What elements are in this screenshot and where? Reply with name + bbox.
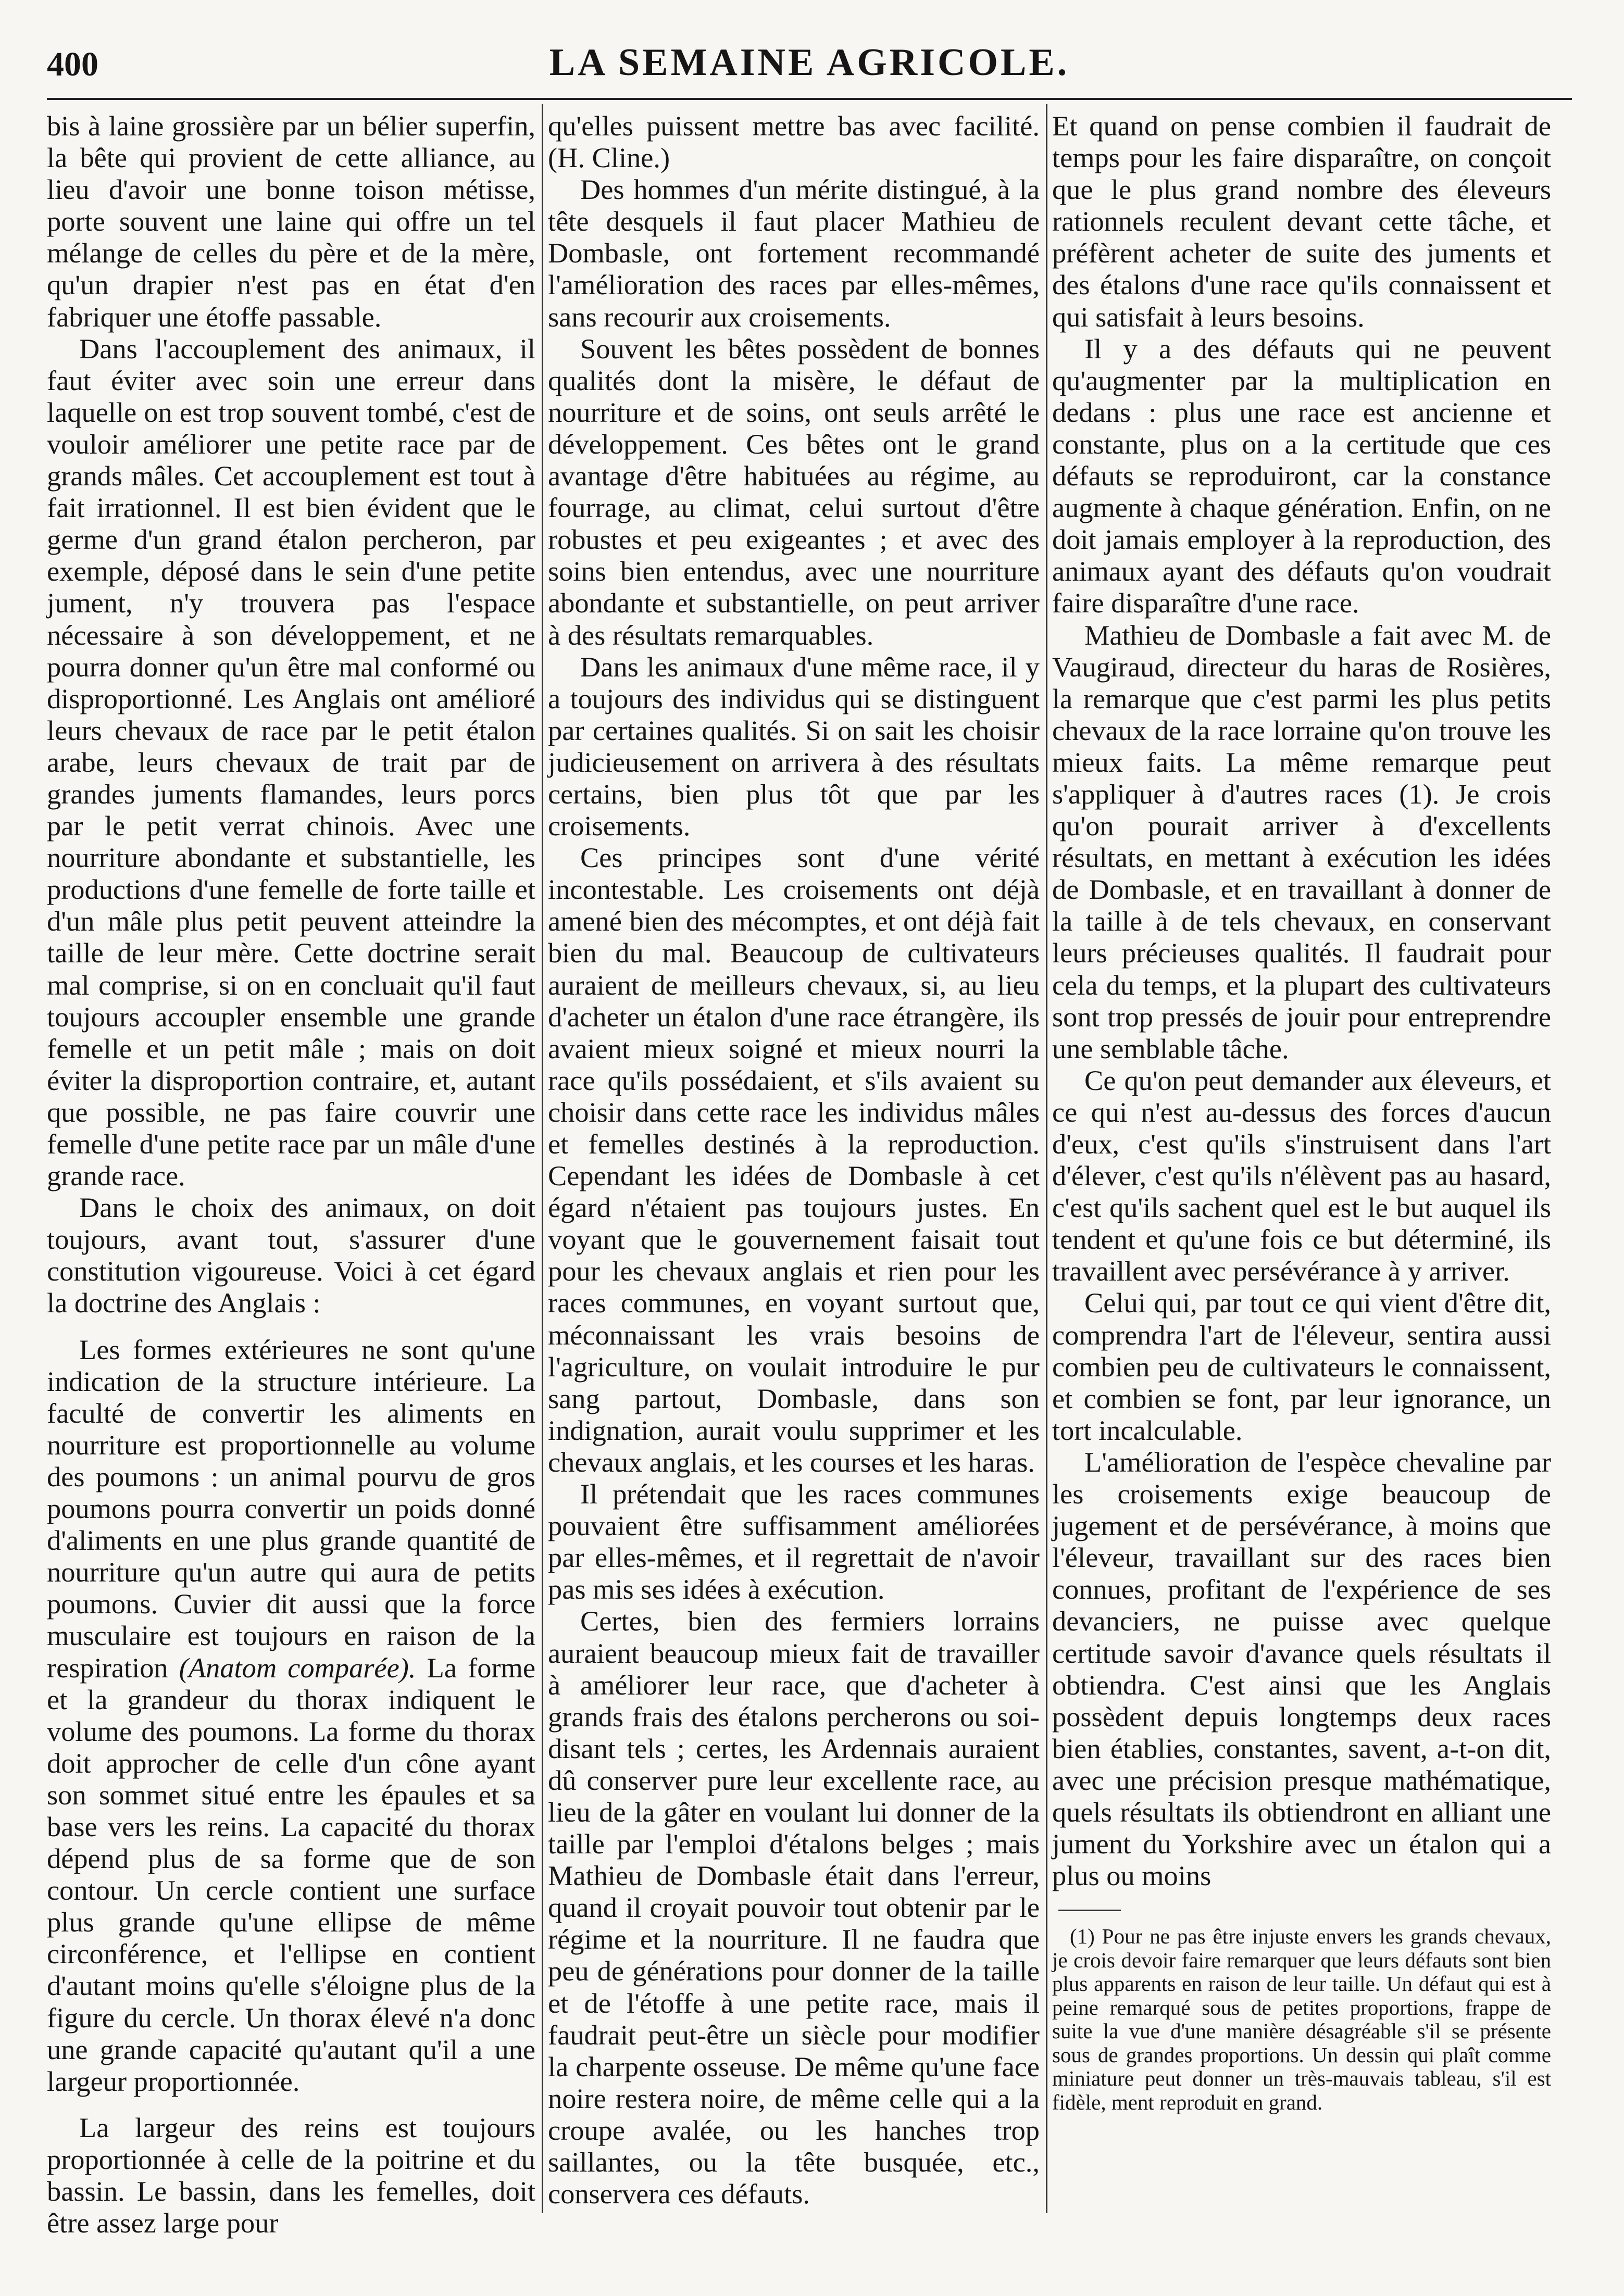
page-number: 400 xyxy=(47,45,98,83)
paragraph: La largeur des reins est toujours proportionnée à celle de la poitrine et du bassin. Le bassin, dans les femelles, doit être assez large pour xyxy=(47,2112,535,2239)
paragraph-text: Les formes extérieures ne sont qu'une indication de la structure intérieure. La faculté de convertir les aliments en nourriture est proportionnelle au volume des poumons : un animal pourvu de gros poumons pourra convertir un poids donné d'aliments en une plus grande quantité de nourriture qu'un autre qui aura de petits poumons. Cuvier dit aussi que la force musculaire est toujours en raison de la respiration xyxy=(47,1334,535,1684)
paragraph: Ce qu'on peut demander aux éleveurs, et ce qui n'est au-dessus des forces d'aucun d'eux, c'est qu'ils s'instruisent dans l'art d'élever, c'est qu'ils n'élèvent pas au hasard, c'est qu'ils sachent quel est le but auquel ils tendent et qu'une fois ce but déterminé, ils travaillent avec persévérance à y arriver. xyxy=(1052,1064,1551,1287)
paragraph: Certes, bien des fermiers lorrains auraient beaucoup mieux fait de travailler à améliorer leur race, que d'acheter à grands frais des étalons percherons ou soi-disant tels ; certes, les Ardennais auraient dû conserver pure leur excellente race, au lieu de la gâter en voulant lui donner de la taille par l'emploi d'étalons belges ; mais Mathieu de Dombasle était dans l'erreur, quand il croyait pouvoir tout obtenir par le régime et la nourriture. Il ne faudra que peu de générations pour donner de la taille et de l'étoffe à une petite race, mais il faudrait peut-être un siècle pour modifier la charpente osseuse. De même qu'une face noire restera noire, de même celle qui a la croupe avalée, ou les hanches trop saillantes, ou la tête busquée, etc., conservera ces défauts. xyxy=(548,1605,1040,2210)
footnote xyxy=(1052,1925,1551,2114)
paragraph: Il y a des défauts qui ne peuvent qu'augmenter par la multiplication en dedans : plus une race est ancienne et constante, plus on a la certitude que ces défauts se reproduiront, car la constance augmente à chaque génération. Enfin, on ne doit jamais employer à la reproduction, des animaux ayant des défauts qu'on voudrait faire disparaître d'une race. xyxy=(1052,333,1551,619)
page-header xyxy=(47,41,1572,87)
citation: (Anatom comparée). xyxy=(179,1652,416,1684)
quoted-paragraph xyxy=(47,1334,535,2098)
column-3 xyxy=(1052,110,1551,2114)
footnote-rule xyxy=(1058,1910,1121,1911)
paragraph: Dans l'accouplement des animaux, il faut éviter avec soin une erreur dans laquelle on est trop souvent tombé, c'est de vouloir améliorer une petite race par de grands mâles. Cet accouplement est tout à fait irrationnel. Il est bien évident que le germe d'un grand étalon percheron, par exemple, déposé dans le sein d'une petite jument, n'y trouvera pas l'espace nécessaire à son développement, et ne pourra donner qu'un être mal conformé ou disproportionné. Les Anglais ont amélioré leurs chevaux de race par le petit étalon arabe, leurs chevaux de trait par de grandes juments flamandes, leurs porcs par le petit verrat chinois. Avec une nourriture abondante et substantielle, les productions d'une femelle de forte taille et d'un mâle plus petit peuvent atteindre la taille de leur mère. Cette doctrine serait mal comprise, si on en concluait qu'il faut toujours accoupler ensemble une grande femelle et un petit mâle ; mais on doit éviter la disproportion contraire, et, autant que possible, ne pas faire couvrir une femelle d'une petite race par un mâle d'une grande race. xyxy=(47,333,535,1192)
paragraph: Dans les animaux d'une même race, il y a toujours des individus qui se distinguent par certaines qualités. Si on sait les choisir judicieusement on arrivera à des résultats certains, bien plus tôt que par les croisements. xyxy=(548,651,1040,842)
paragraph: Et quand on pense combien il faudrait de temps pour les faire disparaître, on conçoit que le plus grand nombre des éleveurs rationnels reculent devant cette tâche, et préfèrent acheter de suite des juments et des étalons d'une race qu'ils connaissent et qui satisfait à leurs besoins. xyxy=(1052,110,1551,333)
footnote-text: (1) Pour ne pas être injuste envers les grands chevaux, je crois devoir faire remarquer que leurs défauts sont bien plus apparents en raison de leur taille. Un défaut qui est à peine remarqué sous de petites proportions, frappe de suite la vue d'une manière désagréable s'il se présente sous de grandes proportions. Un dessin qui plaît comme miniature peut donner un très-mauvais tableau, s'il est fidèle, ment reproduit en grand. xyxy=(1052,1924,1551,2114)
header-rule xyxy=(47,98,1572,100)
column-divider xyxy=(1046,104,1047,2213)
column-1 xyxy=(47,110,535,2239)
paragraph: bis à laine grossière par un bélier superfin, la bête qui provient de cette alliance, au lieu d'avoir une bonne toison métisse, porte souvent une laine qui offre un tel mélange de celles du père et de la mère, qu'un drapier n'est pas en état d'en fabriquer une étoffe passable. xyxy=(47,110,535,333)
paragraph: Ces principes sont d'une vérité incontestable. Les croisements ont déjà amené bien des mécomptes, et ont déjà fait bien du mal. Beaucoup de cultivateurs auraient de meilleurs chevaux, si, au lieu d'acheter un étalon d'une race étrangère, ils avaient mieux soigné et mieux nourri la race qu'ils possédaient, et s'ils avaient su choisir dans cette race les individus mâles et femelles destinés à la reproduction. Cependant les idées de Dombasle à cet égard n'étaient pas toujours justes. En voyant que le gouvernement faisait tout pour les chevaux anglais et rien pour les races communes, en voyant surtout que, méconnaissant les vrais besoins de l'agriculture, on voulait introduire le pur sang partout, Dombasle, dans son indignation, aurait voulu supprimer et les chevaux anglais, et les courses et les haras. xyxy=(548,842,1040,1478)
paragraph: Il prétendait que les races communes pouvaient être suffisamment améliorées par elles-mêmes, et il regrettait de n'avoir pas mis ses idées à exécution. xyxy=(548,1478,1040,1605)
publication-title: LA SEMAINE AGRICOLE. xyxy=(549,41,1070,84)
paragraph: Des hommes d'un mérite distingué, à la tête desquels il faut placer Mathieu de Dombasle, ont fortement recommandé l'amélioration des races par elles-mêmes, sans recourir aux croisements. xyxy=(548,174,1040,333)
paragraph: qu'elles puissent mettre bas avec facilité. (H. Cline.) xyxy=(548,110,1040,174)
paragraph: Souvent les bêtes possèdent de bonnes qualités dont la misère, le défaut de nourriture et de soins, ont seuls arrêté le développement. Ces bêtes ont le grand avantage d'être habituées au régime, au fourrage, au climat, celui surtout d'être robustes et peu exigeantes ; et avec des soins bien entendus, avec une nourriture abondante et substantielle, on peut arriver à des résultats remarquables. xyxy=(548,333,1040,651)
paragraph: Mathieu de Dombasle a fait avec M. de Vaugiraud, directeur du haras de Rosières, la remarque que c'est parmi les plus petits chevaux de la race lorraine qu'on trouve les mieux faits. La même remarque peut s'appliquer à d'autres races (1). Je crois qu'on pourait arriver à d'excellents résultats, en mettant à exécution les idées de Dombasle, et en travaillant à donner de la taille à de tels chevaux, en conservant leurs précieuses qualités. Il faudrait pour cela du temps, et la plupart des cultivateurs sont trop pressés de jouir pour entreprendre une semblable tâche. xyxy=(1052,619,1551,1064)
paragraph: L'amélioration de l'espèce chevaline par les croisements exige beaucoup de jugement et de persévérance, à moins que l'éleveur, travaillant sur des races bien connues, profitant de l'expérience de ses devanciers, ne puisse avec quelque certitude savoir d'avance quels résultats il obtiendra. C'est ainsi que les Anglais possèdent depuis longtemps deux races bien établies, constantes, savent, a-t-on dit, avec une précision presque mathématique, quels résultats ils obtiendront en alliant une jument du Yorkshire avec un étalon qui a plus ou moins xyxy=(1052,1446,1551,1892)
column-2 xyxy=(548,110,1040,2210)
paragraph-text: La forme et la grandeur du thorax indiquent le volume des poumons. La forme du thorax doit approcher de celle d'un cône ayant son sommet situé entre les épaules et sa base vers les reins. La capacité du thorax dépend plus de sa forme que de son contour. Un cercle contient une surface plus grande qu'une ellipse de même circonférence, et l'ellipse en contient d'autant moins qu'elle s'éloigne plus de la figure du cercle. Un thorax élevé n'a donc une grande capacité qu'autant qu'il a une largeur proportionnée. xyxy=(47,1652,535,2097)
paragraph: Dans le choix des animaux, on doit toujours, avant tout, s'assurer d'une constitution vigoureuse. Voici à cet égard la doctrine des Anglais : xyxy=(47,1192,535,1319)
paragraph: Celui qui, par tout ce qui vient d'être dit, comprendra l'art de l'éleveur, sentira aussi combien peu de cultivateurs le connaissent, et combien se font, par leur ignorance, un tort incalculable. xyxy=(1052,1287,1551,1446)
column-divider xyxy=(542,104,543,2213)
